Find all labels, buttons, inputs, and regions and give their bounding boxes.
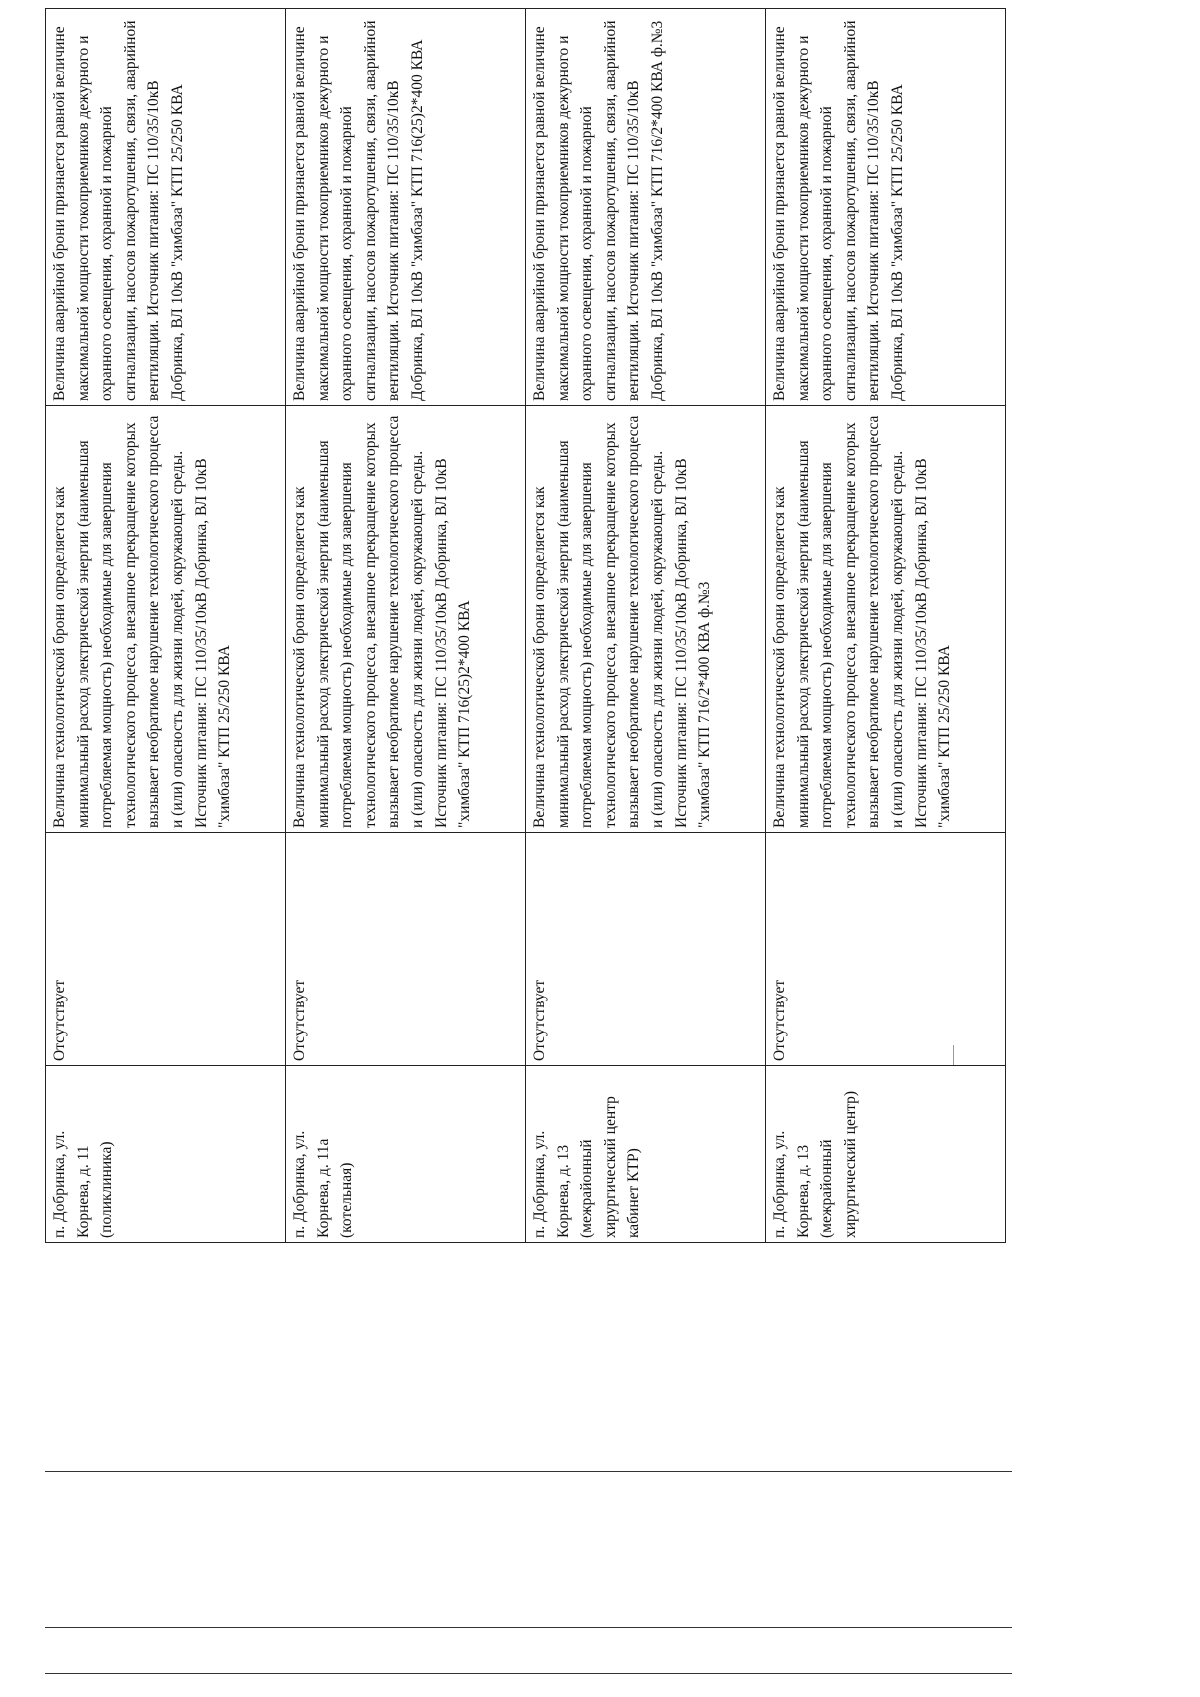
technological-reserve-cell: Величина технологической брони определяется как минимальный расход электрической энергии (наименьшая потребляемая мощность) необходимые для завершения технологического процесса, внезапное прекращение которых вызывает необратимое нарушение технологического процесса и (или) опасность для жизни людей, окружающей среды. Источник питания: ПС 110/35/10кВ Добринка, ВЛ 10кВ "химбаза" КТП 25/250 КВА bbox=[766, 406, 1006, 833]
reserve-cell: Отсутствует bbox=[766, 833, 1006, 1066]
table-row bbox=[766, 9, 1006, 1243]
signature-line bbox=[45, 1627, 1012, 1628]
address-cell: п. Добринка, ул. Корнева, д. 13 (межрайонный хирургический центр кабинет КТР) bbox=[526, 1066, 766, 1243]
signature-line bbox=[45, 1471, 1012, 1472]
signature-line bbox=[45, 1673, 1012, 1674]
emergency-reserve-cell: Величина аварийной брони признается равной величине максимальной мощности токоприемников дежурного и охранного освещения, охранной и пожарной сигнализации, насосов пожаротушения, связи, аварийной вентиляции. Источник питания: ПС 110/35/10кВ Добринка, ВЛ 10кВ "химбаза" КТП 25/250 КВА bbox=[46, 9, 286, 406]
reservation-table bbox=[45, 8, 1006, 1243]
address-cell: п. Добринка, ул. Корнева, д. 11а (котельная) bbox=[286, 1066, 526, 1243]
scan-artifact bbox=[953, 1045, 954, 1065]
emergency-reserve-cell: Величина аварийной брони признается равной величине максимальной мощности токоприемников дежурного и охранного освещения, охранной и пожарной сигнализации, насосов пожаротушения, связи, аварийной вентиляции. Источник питания: ПС 110/35/10кВ Добринка, ВЛ 10кВ "химбаза" КТП 716(25)2*400 КВА bbox=[286, 9, 526, 406]
technological-reserve-cell: Величина технологической брони определяется как минимальный расход электрической энергии (наименьшая потребляемая мощность) необходимые для завершения технологического процесса, внезапное прекращение которых вызывает необратимое нарушение технологического процесса и (или) опасность для жизни людей, окружающей среды. Источник питания: ПС 110/35/10кВ Добринка, ВЛ 10кВ "химбаза" КТП 25/250 КВА bbox=[46, 406, 286, 833]
address-cell: п. Добринка, ул. Корнева, д. 11 (поликлиника) bbox=[46, 1066, 286, 1243]
reserve-cell: Отсутствует bbox=[526, 833, 766, 1066]
rotated-page-content bbox=[45, 20, 1015, 1243]
reserve-cell: Отсутствует bbox=[286, 833, 526, 1066]
emergency-reserve-cell: Величина аварийной брони признается равной величине максимальной мощности токоприемников дежурного и охранного освещения, охранной и пожарной сигнализации, насосов пожаротушения, связи, аварийной вентиляции. Источник питания: ПС 110/35/10кВ Добринка, ВЛ 10кВ "химбаза" КТП 25/250 КВА bbox=[766, 9, 1006, 406]
emergency-reserve-cell: Величина аварийной брони признается равной величине максимальной мощности токоприемников дежурного и охранного освещения, охранной и пожарной сигнализации, насосов пожаротушения, связи, аварийной вентиляции. Источник питания: ПС 110/35/10кВ Добринка, ВЛ 10кВ "химбаза" КТП 716/2*400 КВА ф.№3 bbox=[526, 9, 766, 406]
technological-reserve-cell: Величина технологической брони определяется как минимальный расход электрической энергии (наименьшая потребляемая мощность) необходимые для завершения технологического процесса, внезапное прекращение которых вызывает необратимое нарушение технологического процесса и (или) опасность для жизни людей, окружающей среды. Источник питания: ПС 110/35/10кВ Добринка, ВЛ 10кВ "химбаза" КТП 716/2*400 КВА ф.№3 bbox=[526, 406, 766, 833]
address-cell: п. Добринка, ул. Корнева, д. 13 (межрайонный хирургический центр) bbox=[766, 1066, 1006, 1243]
technological-reserve-cell: Величина технологической брони определяется как минимальный расход электрической энергии (наименьшая потребляемая мощность) необходимые для завершения технологического процесса, внезапное прекращение которых вызывает необратимое нарушение технологического процесса и (или) опасность для жизни людей, окружающей среды. Источник питания: ПС 110/35/10кВ Добринка, ВЛ 10кВ "химбаза" КТП 716(25)2*400 КВА bbox=[286, 406, 526, 833]
reserve-cell: Отсутствует bbox=[46, 833, 286, 1066]
table-row bbox=[526, 9, 766, 1243]
table-row bbox=[286, 9, 526, 1243]
table-row bbox=[46, 9, 286, 1243]
